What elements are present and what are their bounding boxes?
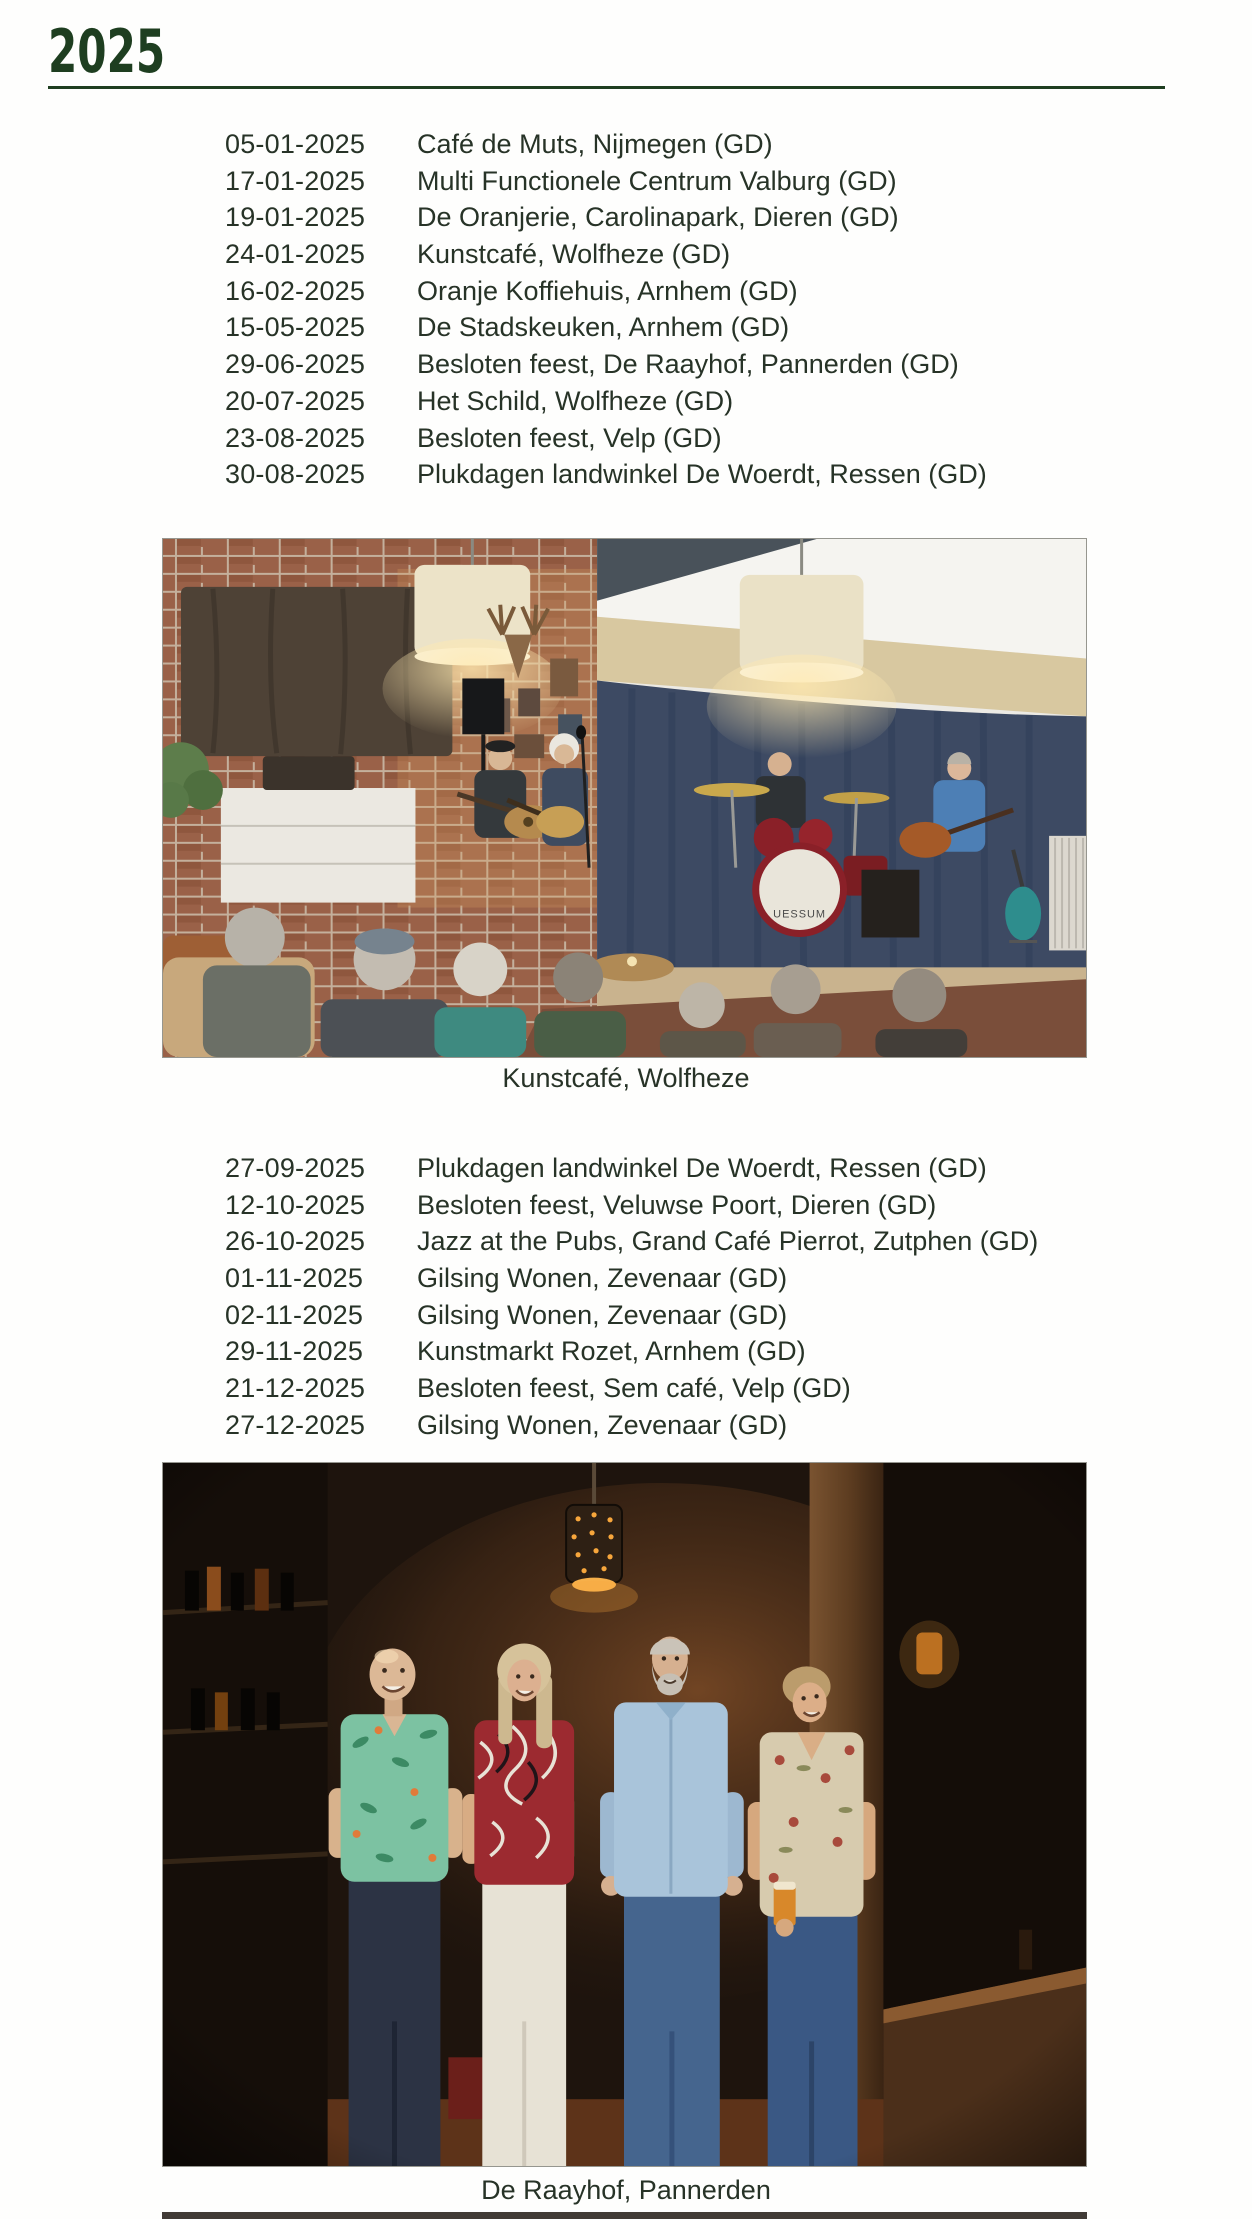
- event-name: Het Schild, Wolfheze (GD): [417, 385, 734, 416]
- event-name: Besloten feest, Veluwse Poort, Dieren (GD): [417, 1189, 937, 1220]
- event-date: 27-09-2025: [225, 1153, 366, 1183]
- schedule-row: [0, 1297, 1252, 1334]
- schedule-first-half: [0, 126, 1252, 493]
- next-photo-top-edge: [162, 2212, 1087, 2219]
- schedule-row: [0, 1223, 1252, 1260]
- photo-caption-raayhof: De Raayhof, Pannerden: [481, 2175, 771, 2205]
- event-date: 17-01-2025: [225, 165, 366, 196]
- photo-kunstcafe-illustration: [163, 539, 1086, 1057]
- event-date: 29-11-2025: [225, 1336, 364, 1367]
- event-name: Gilsing Wonen, Zevenaar (GD): [417, 1299, 788, 1330]
- photo-raayhof-illustration: [163, 1463, 1086, 2166]
- event-date: 26-10-2025: [225, 1226, 366, 1257]
- amplifier: [861, 870, 919, 938]
- event-name: Kunstmarkt Rozet, Arnhem (GD): [417, 1336, 806, 1367]
- event-date: 21-12-2025: [225, 1373, 366, 1404]
- event-date: 16-02-2025: [225, 275, 366, 306]
- event-date: 05-01-2025: [225, 129, 366, 159]
- schedule-row: [0, 126, 1252, 163]
- event-name: Gilsing Wonen, Zevenaar (GD): [417, 1263, 788, 1294]
- schedule-row: [0, 1150, 1252, 1187]
- schedule-row: [0, 346, 1252, 383]
- event-name: Multi Functionele Centrum Valburg (GD): [417, 165, 897, 196]
- photo-kunstcafe-wolfheze: [162, 538, 1087, 1058]
- event-name: Jazz at the Pubs, Grand Café Pierrot, Zutphen (GD): [417, 1226, 1039, 1257]
- schedule-row: [0, 1333, 1252, 1370]
- schedule-row: [0, 273, 1252, 310]
- schedule-row: [0, 309, 1252, 346]
- event-date: 02-11-2025: [225, 1299, 364, 1330]
- event-name: Besloten feest, Velp (GD): [417, 422, 722, 453]
- event-date: 19-01-2025: [225, 202, 366, 233]
- schedule-row: [0, 1260, 1252, 1297]
- event-date: 15-05-2025: [225, 312, 366, 343]
- year-heading: [48, 17, 1165, 89]
- schedule-row: [0, 1187, 1252, 1224]
- event-date: 27-12-2025: [225, 1409, 366, 1440]
- event-name: De Stadskeuken, Arnhem (GD): [417, 312, 790, 343]
- vignette: [163, 1463, 1086, 2166]
- event-name: Besloten feest, Sem café, Velp (GD): [417, 1373, 851, 1404]
- event-date: 30-08-2025: [225, 459, 366, 490]
- event-date: 23-08-2025: [225, 422, 366, 453]
- event-name: Café de Muts, Nijmegen (GD): [417, 129, 773, 159]
- event-name: Oranje Koffiehuis, Arnhem (GD): [417, 275, 798, 306]
- event-date: 29-06-2025: [225, 349, 366, 380]
- bass-drum-label: UESSUM: [773, 908, 827, 921]
- photo-caption-kunstcafe: Kunstcafé, Wolfheze: [502, 1063, 750, 1093]
- event-name: Plukdagen landwinkel De Woerdt, Ressen (GD): [417, 459, 987, 490]
- event-name: Gilsing Wonen, Zevenaar (GD): [417, 1409, 788, 1440]
- schedule-row: [0, 1370, 1252, 1407]
- schedule-row: [0, 1407, 1252, 1444]
- schedule-row: [0, 163, 1252, 200]
- photo-de-raayhof-pannerden: [162, 1462, 1087, 2167]
- event-date: 20-07-2025: [225, 385, 366, 416]
- event-name: De Oranjerie, Carolinapark, Dieren (GD): [417, 202, 899, 233]
- event-date: 01-11-2025: [225, 1263, 364, 1294]
- event-date: 12-10-2025: [225, 1189, 366, 1220]
- schedule-row: [0, 456, 1252, 493]
- schedule-row: [0, 420, 1252, 457]
- event-name: Besloten feest, De Raayhof, Pannerden (GD): [417, 349, 959, 380]
- schedule-second-half: [0, 1150, 1252, 1444]
- event-date: 24-01-2025: [225, 239, 366, 270]
- event-name: Plukdagen landwinkel De Woerdt, Ressen (GD): [417, 1153, 987, 1183]
- schedule-row: [0, 383, 1252, 420]
- schedule-row: [0, 199, 1252, 236]
- event-name: Kunstcafé, Wolfheze (GD): [417, 239, 731, 270]
- schedule-row: [0, 236, 1252, 273]
- page-title: 2025: [48, 17, 166, 87]
